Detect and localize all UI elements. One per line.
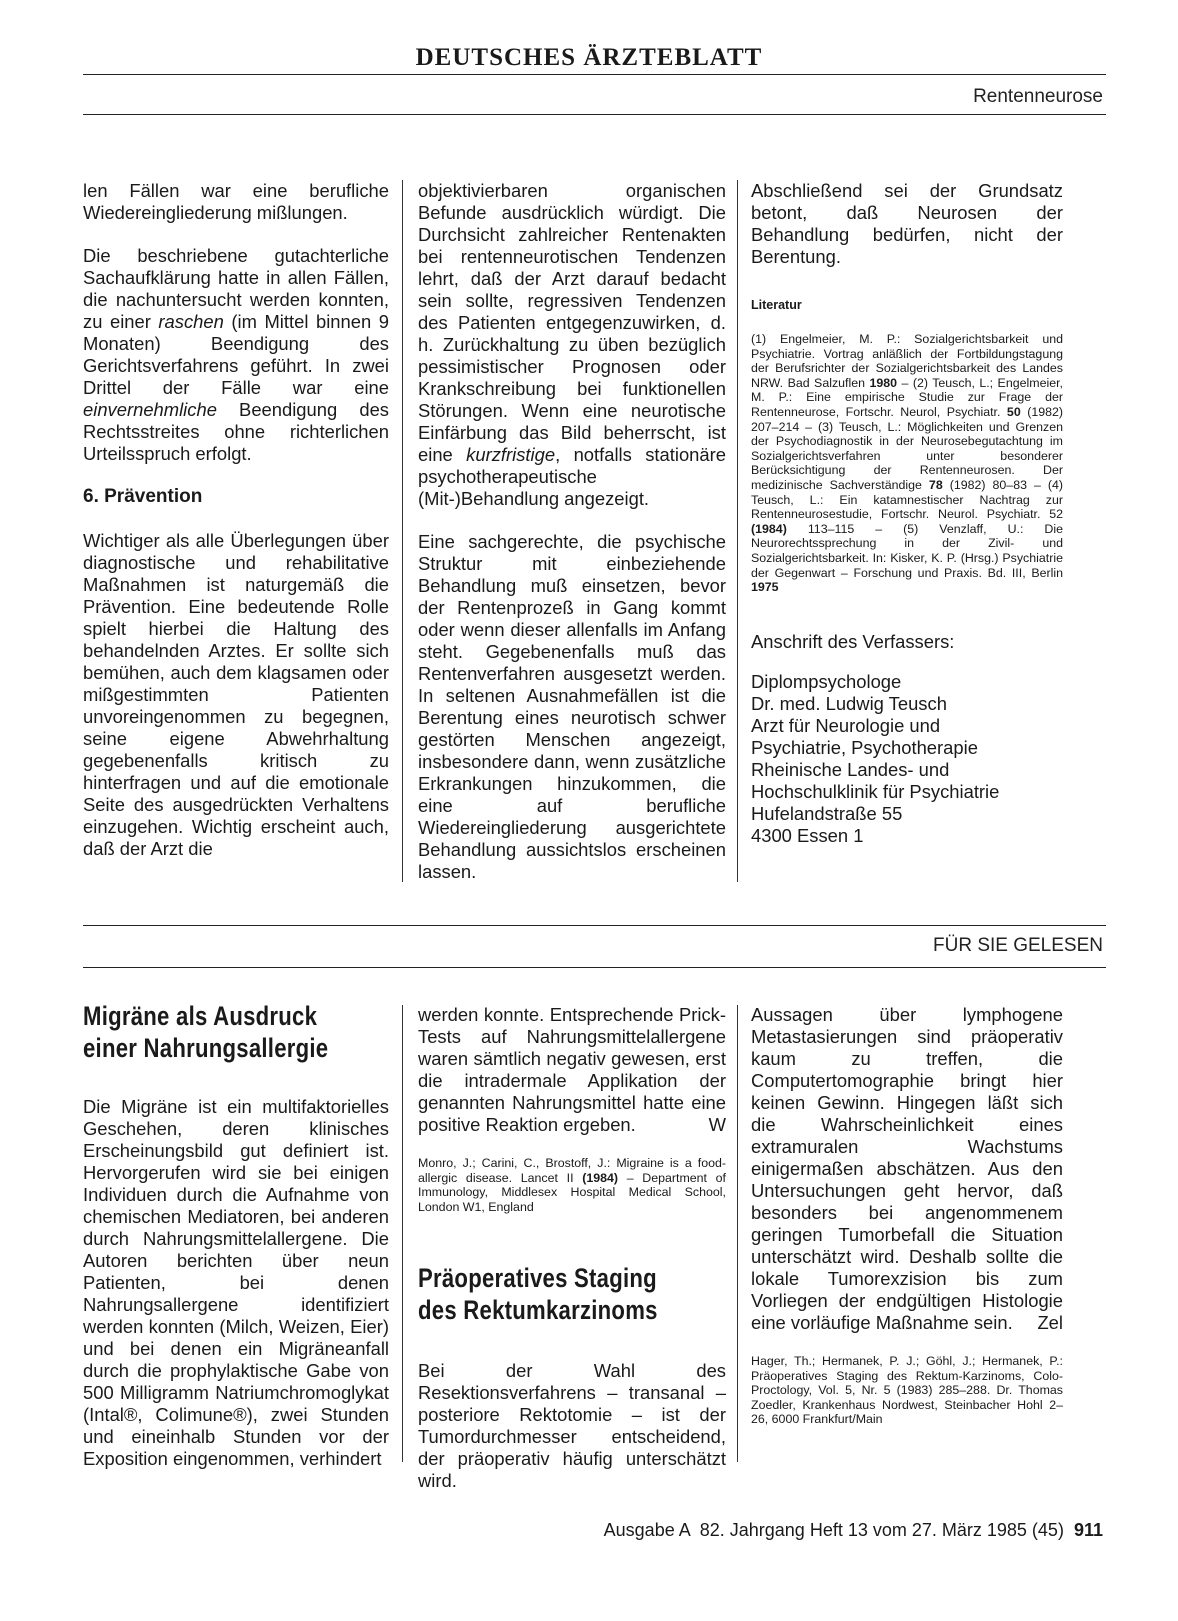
paragraph: Aussagen über lymphogene Metastasierungen sind präoperativ kaum zu treffen, die Computertomographie bringt hier keinen Gewinn. Hingegen läßt sich die Wahrscheinlichkeit eines extramuralen Wachstums einigermaßen abschätzen. Aus den Untersuchungen geht hervor, daß besonders bei angenommenem geringen Tumorbefall die Situation unterschätzt wird. Deshalb sollte die lokale Tumorexzision bis zum Vorliegen der endgültigen Histologie eine vorläufige Maßnahme sein. Zel	[751, 1004, 1063, 1333]
literature-heading: Literatur	[751, 298, 802, 312]
author-signature: Zel	[1037, 1312, 1063, 1333]
article-title: Präoperatives Staging des Rektumkarzinoms	[418, 1263, 658, 1326]
bottom-column-1	[83, 1000, 389, 1491]
header-rule	[83, 114, 1106, 115]
address-line: Diplompsychologe	[751, 670, 902, 692]
paragraph: Abschließend sei der Grundsatz betont, daß Neurosen der Behandlung bedürfen, nicht der Berentung.	[751, 180, 1063, 267]
section-label: Rentenneurose	[973, 86, 1103, 107]
author-signature: W	[708, 1114, 726, 1135]
paragraph: Wichtiger als alle Überlegungen über diagnostische und rehabilitative Maßnahmen ist naturgemäß die Prävention. Eine bedeutende Rolle spielt hierbei die Haltung des behandelnden Arztes. Er sollte sich bemühen, auch dem klagsamen oder mißgestimmten Patienten unvoreingenommen zu begegnen, seine eigene Abwehrhaltung gegebenenfalls kritisch zu hinterfragen und auf die emotionale Seite des ausgedrückten Verhaltens einzugehen. Wichtig erscheint auch, daß der Arzt die	[83, 530, 389, 859]
literature-list: (1) Engelmeier, M. P.: Sozialgerichtsbarkeit und Psychiatrie. Vortrag anläßlich der Fortbildungstagung der Berufsrichter der Sozialgerichtsbarkeit des Landes NRW. Bad Salzuflen 1980 – (2) Teusch, L.; Engelmeier, M. P.: Eine empirische Studie zur Frage der Rentenneurose, Fortschr. Neurol, Psychiatr. 50 (1982) 207–214 – (3) Teusch, L.: Möglichkeiten und Grenzen der Psychodiagnostik in der Neurosebegutachtung im Sozialgerichtsverfahren unter besonderer Berücksichtigung der Rentenneurosen. Der medizinische Sachverständige 78 (1982) 80–83 – (4) Teusch, L.: Ein katamnestischer Nachtrag zur Rentenneurosestudie, Fortschr. Neurol. Psychiatr. 52 (1984) 113–115 – (5) Venzlaff, U.: Die Neurorechtssprechung in der Zivil- und Sozialgerichtsbarkeit. In: Kisker, K. P. (Hrsg.) Psychiatrie der Gegenwart – Forschung und Praxis. Bd. III, Berlin 1975	[751, 332, 1064, 595]
address-line: Psychiatrie, Psychotherapie	[751, 736, 978, 758]
section-label-2: FÜR SIE GELESEN	[933, 935, 1103, 956]
reference: Monro, J.; Carini, C., Brostoff, J.: Migraine is a food-allergic disease. Lancet II (1984) – Department of Immunology, Middlesex Hospital Medical School, London W1, England	[418, 1156, 726, 1214]
paragraph: werden konnte. Entsprechende Prick-Tests auf Nahrungsmittelallergene waren sämtlich negativ gewesen, erst die intradermale Applikation der genannten Nahrungsmittel hatte eine positive Reaktion ergeben. W	[418, 1004, 726, 1135]
article-column-2	[418, 180, 726, 904]
column-divider	[737, 180, 738, 882]
author-address-label: Anschrift des Verfassers:	[751, 630, 955, 652]
paragraph: Die beschriebene gutachterliche Sachaufklärung hatte in allen Fällen, die nachuntersucht werden konnten, zu einer raschen (im Mittel binnen 9 Monaten) Beendigung des Gerichtsverfahrens geführt. In zwei Drittel der Fälle war eine einvernehmliche Beendigung des Rechtsstreites ohne richterlichen Urteilsspruch erfolgt.	[83, 245, 389, 464]
masthead: DEUTSCHES ÄRZTEBLATT	[415, 44, 763, 71]
bottom-column-3	[751, 1004, 1063, 1427]
article-column-1	[83, 180, 389, 881]
issue-info: Ausgabe A 82. Jahrgang Heft 13 vom 27. März 1985 (45)	[603, 1520, 1064, 1540]
address-line: Arzt für Neurologie und	[751, 714, 941, 736]
section-rule	[83, 967, 1106, 968]
section-heading: 6. Prävention	[83, 486, 203, 507]
address-line: 4300 Essen 1	[751, 824, 864, 846]
article-column-3	[751, 180, 1063, 847]
reference: Hager, Th.; Hermanek, P. J.; Göhl, J.; Hermanek, P.: Präoperatives Staging des Rektum-Karzinoms, Colo-Proctology, Vol. 5, Nr. 5 (1983) 285–288. Dr. Thomas Zoedler, Krankenhaus Nordwest, Steinbacher Hohl 2–26, 6000 Frankfurt/Main	[751, 1354, 1063, 1427]
article-title: Migräne als Ausdruck einer Nahrungsallergie	[83, 1001, 329, 1063]
author-address	[751, 671, 1063, 847]
address-line: Hochschulklinik für Psychiatrie	[751, 780, 1000, 802]
column-divider	[402, 180, 403, 882]
address-line: Hufelandstraße 55	[751, 802, 903, 824]
masthead-rule	[83, 74, 1106, 75]
bottom-column-2	[418, 1004, 726, 1513]
paragraph: objektivierbaren organischen Befunde ausdrücklich würdigt. Die Durchsicht zahlreicher Rentenakten bei rentenneurotischen Tendenzen lehrt, daß der Arzt darauf bedacht sein sollte, regressiven Tendenzen des Patienten entgegenzuwirken, d. h. Zurückhaltung zu üben bezüglich pessimistischer Prognosen oder Krankschreibung bei funktionellen Störungen. Wenn eine neurotische Einfärbung das Bild beherrscht, ist eine kurzfristige, notfalls stationäre psychotherapeutische (Mit-)Behandlung angezeigt.	[418, 180, 726, 509]
paragraph: Die Migräne ist ein multifaktorielles Geschehen, deren klinisches Erscheinungsbild gut definiert ist. Hervorgerufen wird sie bei einigen Individuen durch die Aufnahme von chemischen Mediatoren, bei anderen durch Nahrungsmittelallergene. Die Autoren berichten über neun Patienten, bei denen Nahrungsallergene identifiziert werden konnten (Milch, Weizen, Eier) und bei denen ein Migräneanfall durch die prophylaktische Gabe von 500 Milligramm Natriumchromoglykat (Intal®, Colimune®), zwei Stunden und eineinhalb Stunden vor der Exposition eingenommen, verhindert	[83, 1096, 389, 1469]
column-divider	[737, 1005, 738, 1462]
paragraph: len Fällen war eine berufliche Wiedereingliederung mißlungen.	[83, 180, 389, 223]
address-line: Dr. med. Ludwig Teusch	[751, 692, 947, 714]
page-footer	[604, 1520, 1103, 1541]
column-divider	[402, 1005, 403, 1462]
paragraph: Bei der Wahl des Resektionsverfahrens – transanal – posteriore Rektotomie – ist der Tumordurchmesser entscheidend, der präoperativ häufig unterschätzt wird.	[418, 1360, 726, 1492]
paragraph: Eine sachgerechte, die psychische Struktur mit einbeziehende Behandlung muß einsetzen, bevor der Rentenprozeß in Gang kommt oder wenn dieser allenfalls im Anfang steht. Gegebenenfalls muß das Rentenverfahren ausgesetzt werden. In seltenen Ausnahmefällen ist die Berentung eines neurotisch schwer gestörten Menschen angezeigt, insbesondere dann, wenn zusätzliche Erkrankungen hinzukommen, die eine auf berufliche Wiedereingliederung ausgerichtete Behandlung aussichtslos erscheinen lassen.	[418, 531, 726, 882]
address-line: Rheinische Landes- und	[751, 758, 950, 780]
section-rule	[83, 925, 1106, 926]
page-number: 911	[1073, 1520, 1103, 1540]
